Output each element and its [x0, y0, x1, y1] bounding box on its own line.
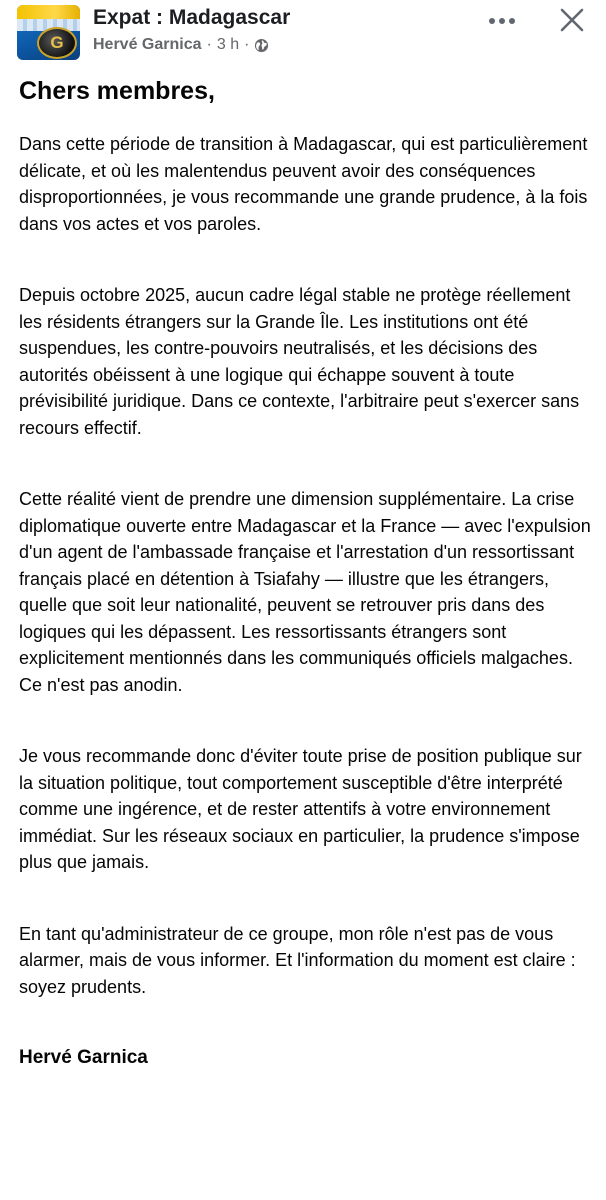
post-signature: Hervé Garnica	[19, 1047, 148, 1068]
post-paragraph: En tant qu'administrateur de ce groupe, mon rôle n'est pas de vous alarmer, mais de vous informer. Et l'information du moment est claire : soyez prudents.	[19, 923, 576, 997]
more-dot	[499, 18, 505, 24]
post-body	[19, 76, 591, 1071]
post-meta	[93, 36, 269, 54]
author-name-link[interactable]: Hervé Garnica	[93, 36, 202, 53]
post-paragraph: Depuis octobre 2025, aucun cadre légal stable ne protège réellement les résidents étrangers sur la Grande Île. Les institutions ont été suspendues, les contre-pouvoirs neutralisés, et les décisions des autorités obéissent à une logique qui échappe souvent à toute prévisibilité juridique. Dans ce contexte, l'arbitraire peut s'exercer sans recours effectif.	[19, 285, 580, 438]
post-greeting: Chers membres,	[19, 77, 215, 105]
group-name-link[interactable]: Expat : Madagascar	[93, 6, 291, 29]
post-paragraph: Cette réalité vient de prendre une dimension supplémentaire. La crise diplomatique ouverte entre Madagascar et la France — avec l'expulsion d'un agent de l'ambassade française et l'arrestation d'un ressortissant français placé en détention à Tsiafahy — illustre que les étrangers, quelle que soit leur nationalité, peuvent se retrouver pris dans des logiques qui les dépassent. Les ressortissants étrangers sont explicitement mentionnés dans les communiqués officiels malgaches. Ce n'est pas anodin.	[19, 489, 591, 695]
post-timestamp[interactable]: 3 h	[216, 36, 240, 53]
post-header	[0, 0, 606, 68]
close-icon[interactable]	[560, 8, 584, 32]
group-avatar[interactable]	[17, 5, 80, 60]
avatar-banner-strip	[17, 5, 80, 19]
post-paragraph: Dans cette période de transition à Madagascar, qui est particulièrement délicate, et où les malentendus peuvent avoir des conséquences disproportionnées, je vous recommande une grande prudence, à la fois dans vos actes et vos paroles.	[19, 134, 588, 234]
meta-separator: ·	[206, 36, 212, 53]
globe-icon[interactable]	[254, 38, 269, 53]
meta-separator-2: ·	[244, 36, 250, 53]
more-dot	[489, 18, 495, 24]
more-dot	[509, 18, 515, 24]
post-paragraph: Je vous recommande donc d'éviter toute prise de position publique sur la situation politique, tout comportement susceptible d'être interprété comme une ingérence, et de rester attentifs à votre environnement immédiat. Sur les réseaux sociaux en particulier, la prudence s'impose plus que jamais.	[19, 746, 582, 872]
avatar-logo-badge	[37, 27, 77, 59]
more-options-icon[interactable]	[489, 11, 515, 31]
avatar-logo-letter: G	[50, 33, 64, 52]
